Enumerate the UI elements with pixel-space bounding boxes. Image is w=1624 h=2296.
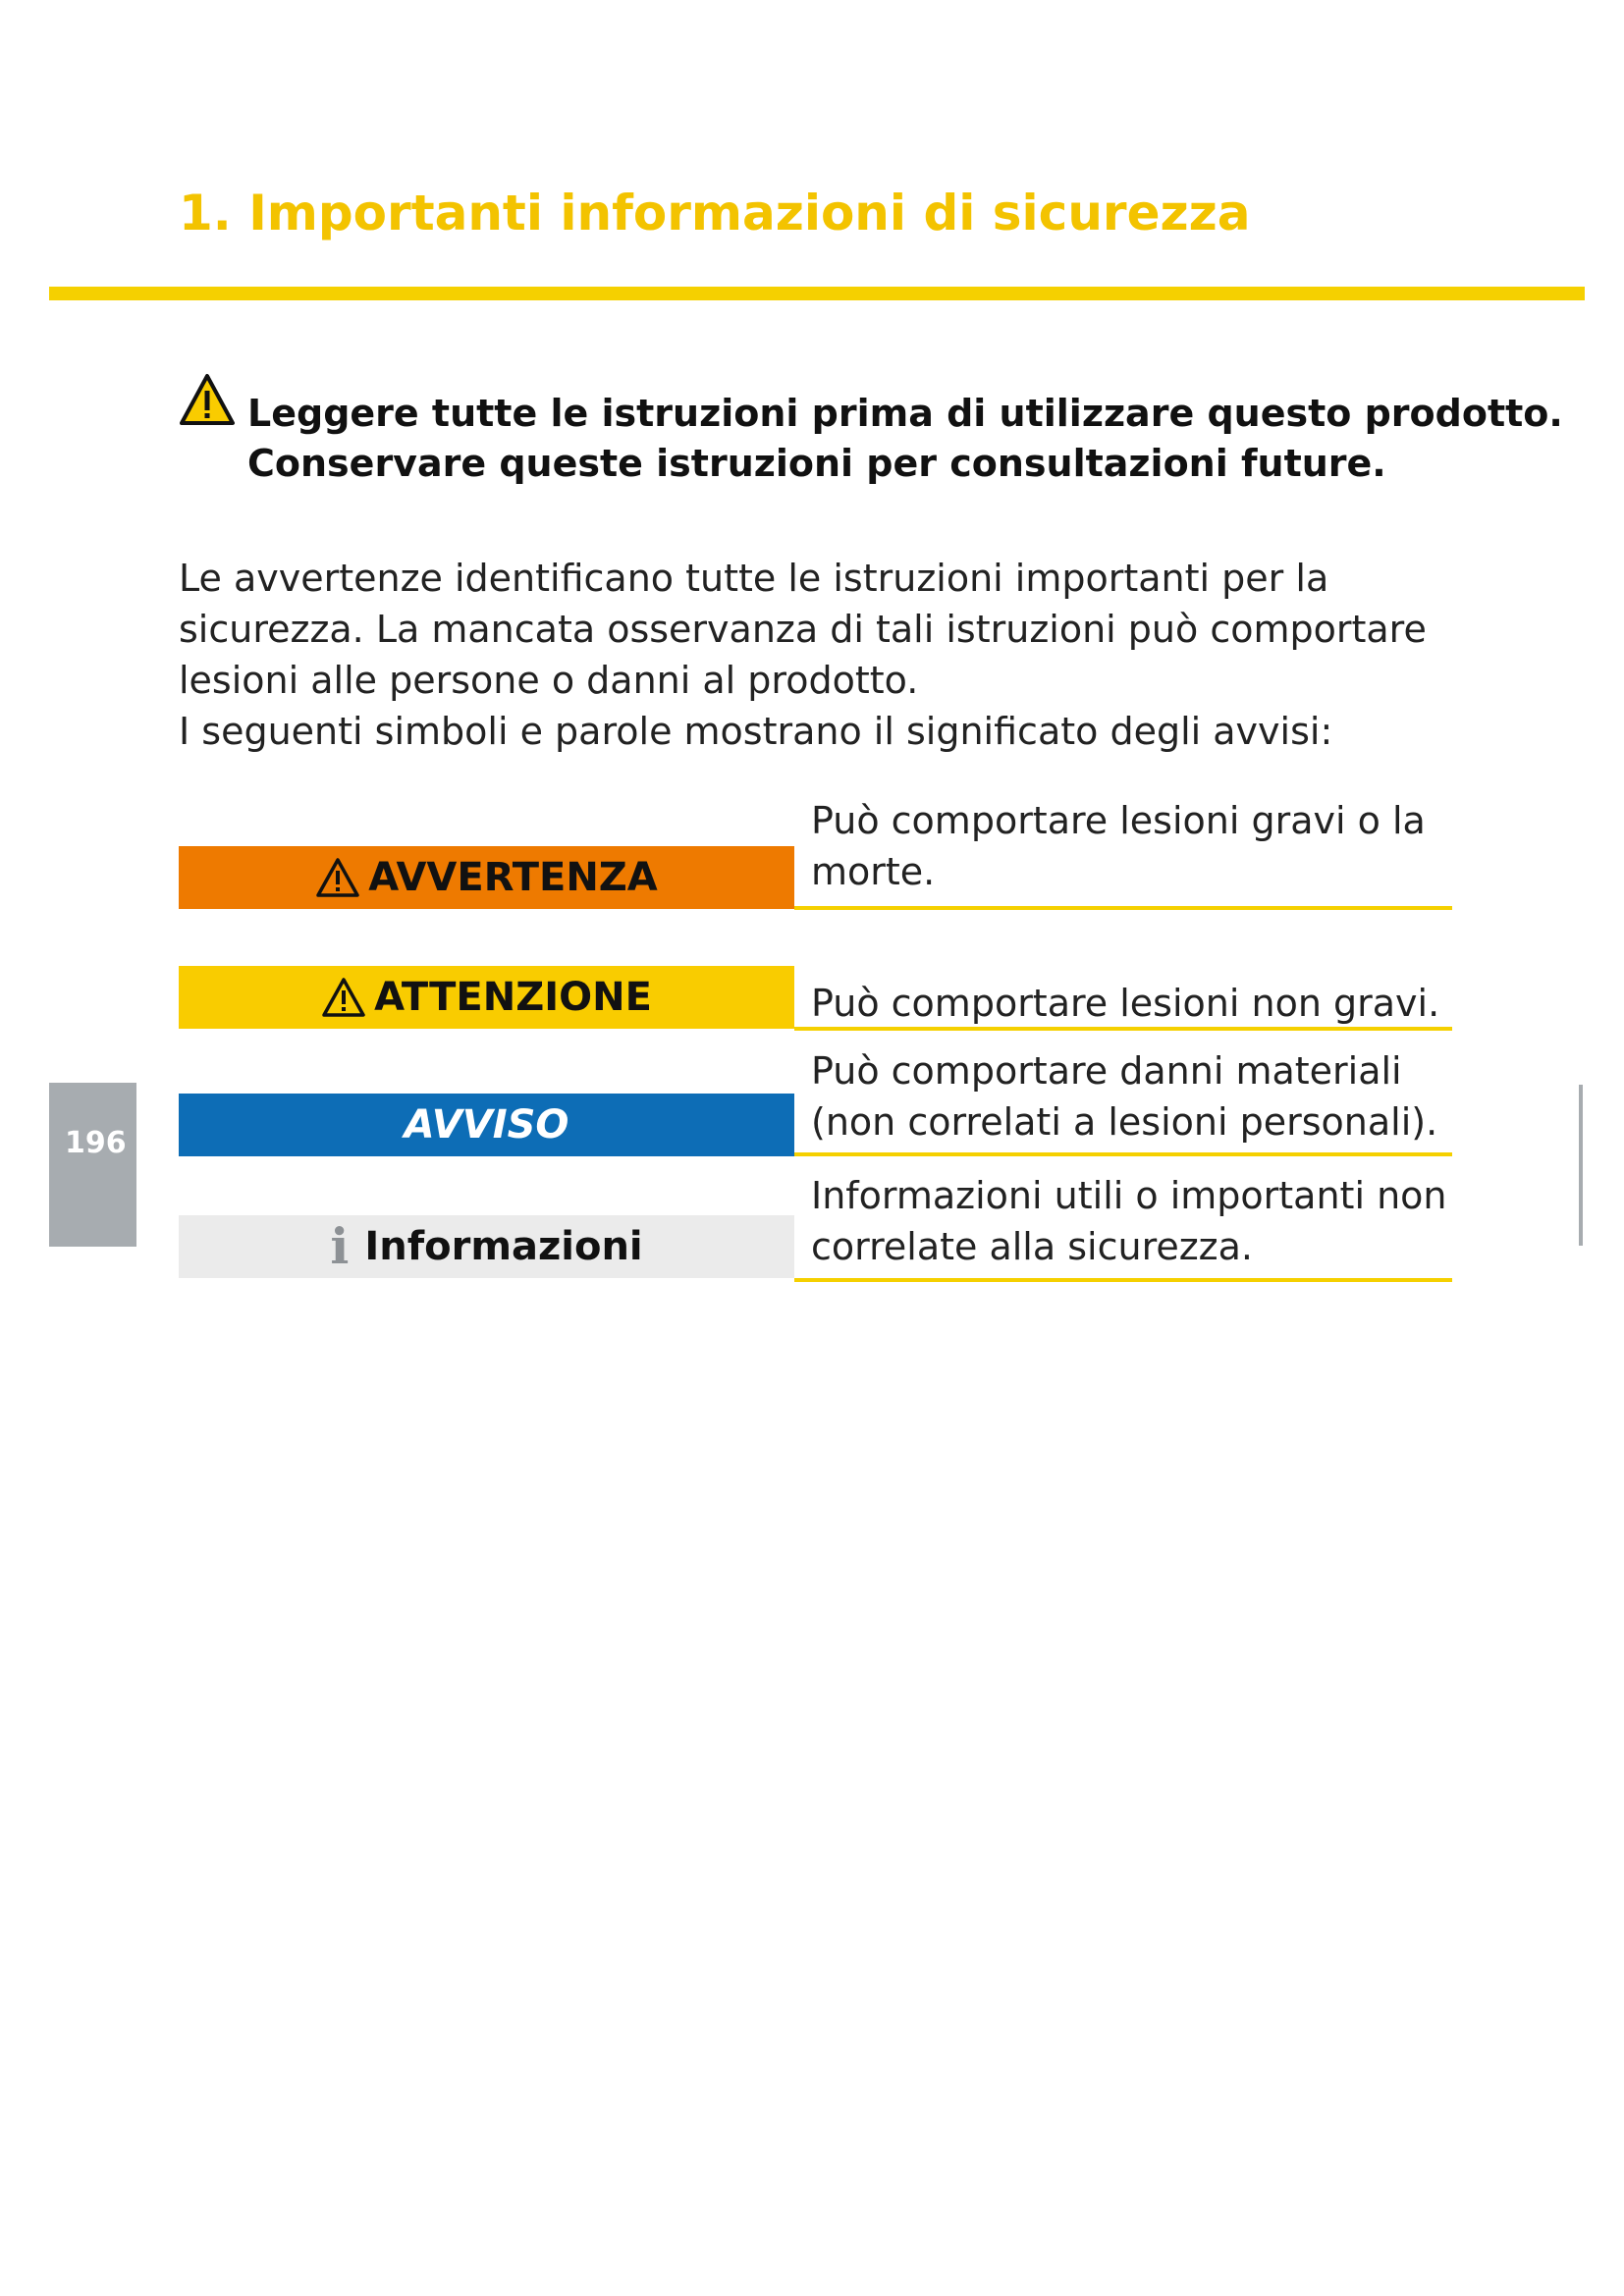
desc-avviso (794, 1045, 1452, 1156)
badge-attenzione-label: ATTENZIONE (374, 975, 652, 1020)
desc-avvertenza-line-1: Può comportare lesioni gravi o la (811, 799, 1426, 842)
badge-avvertenza-label: AVVERTENZA (368, 855, 658, 900)
badge-avviso-label: AVVISO (404, 1102, 569, 1148)
intro-line-3: lesioni alle persone o danni al prodotto. (179, 659, 919, 702)
intro-line-1: Le avvertenze identificano tutte le istruzioni importanti per la (179, 557, 1329, 600)
intro-paragraph (179, 553, 1455, 757)
notice-row-attenzione (179, 966, 1455, 1035)
badge-informazioni (179, 1215, 794, 1278)
desc-avviso-line-2: (non correlati a lesioni personali). (811, 1100, 1438, 1144)
warning-triangle-icon (321, 977, 366, 1018)
lead-text (247, 389, 1563, 489)
badge-avviso (179, 1094, 794, 1156)
desc-informazioni-line-1: Informazioni utili o importanti non (811, 1174, 1447, 1217)
desc-avviso-line-1: Può comportare danni materiali (811, 1049, 1402, 1093)
section-heading: 1. Importanti informazioni di sicurezza (179, 185, 1251, 241)
warning-triangle-icon (315, 857, 360, 898)
desc-informazioni (794, 1170, 1452, 1282)
intro-line-2: sicurezza. La mancata osservanza di tali istruzioni può comportare (179, 608, 1427, 651)
page-number: 196 (65, 1126, 127, 1160)
right-edge-marker (1579, 1085, 1583, 1246)
desc-avvertenza (794, 795, 1452, 910)
badge-informazioni-label: Informazioni (364, 1224, 643, 1269)
lead-line-2: Conservare queste istruzioni per consultazioni future. (247, 442, 1386, 485)
lead-line-1: Leggere tutte le istruzioni prima di utilizzare questo prodotto. (247, 392, 1563, 435)
badge-attenzione (179, 966, 794, 1029)
notice-row-avvertenza (179, 795, 1455, 910)
intro-line-4: I seguenti simboli e parole mostrano il significato degli avvisi: (179, 710, 1333, 753)
notice-row-avviso (179, 1045, 1455, 1160)
warning-triangle-icon (179, 373, 236, 426)
desc-informazioni-line-2: correlate alla sicurezza. (811, 1225, 1253, 1268)
info-icon: i (330, 1217, 350, 1275)
badge-avvertenza (179, 846, 794, 909)
heading-rule (49, 287, 1585, 300)
notice-row-informazioni (179, 1170, 1455, 1286)
desc-attenzione-line-1: Può comportare lesioni non gravi. (811, 982, 1440, 1025)
desc-attenzione (794, 966, 1452, 1031)
page-number-tab (49, 1083, 136, 1247)
desc-avvertenza-line-2: morte. (811, 850, 936, 893)
